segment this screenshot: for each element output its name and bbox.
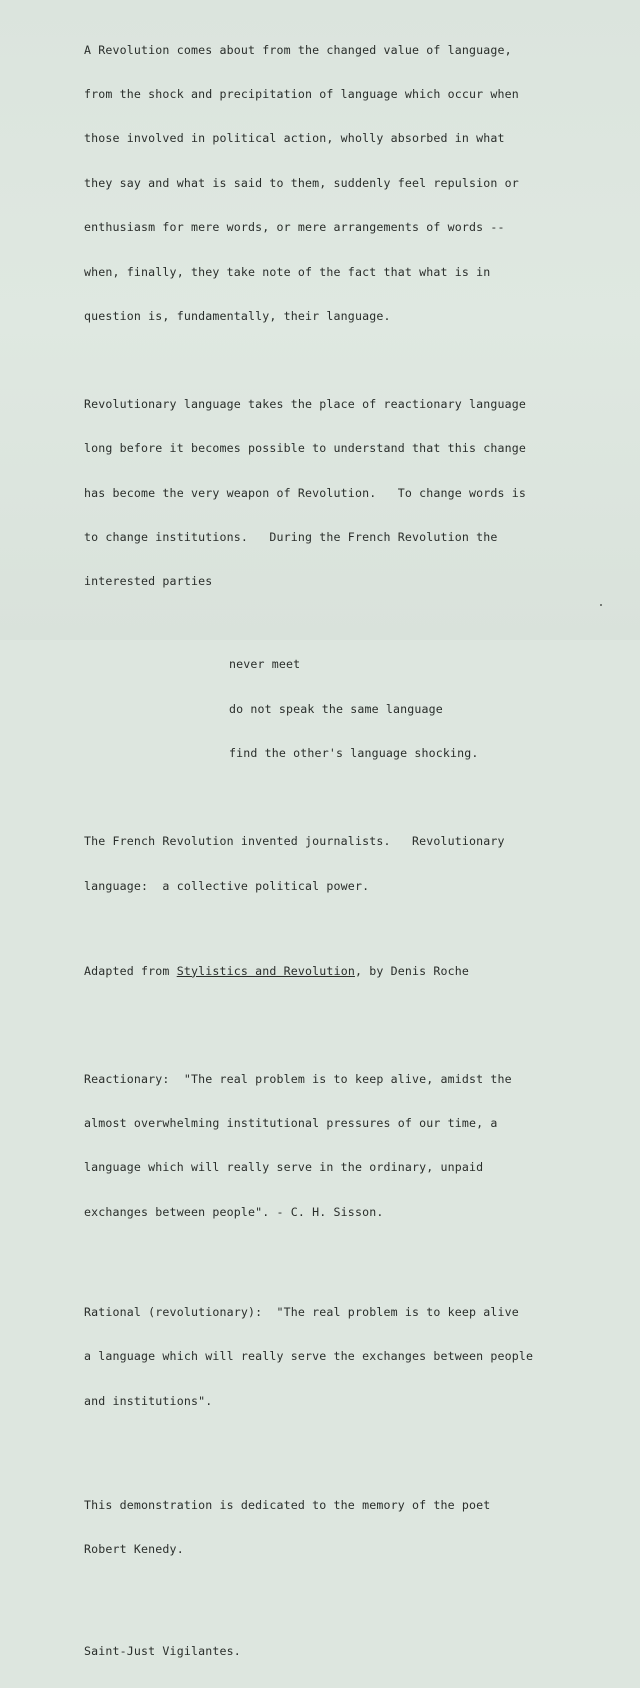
text-line: they say and what is said to them, suddenly feel repulsion or: [84, 175, 519, 190]
text-line: and institutions".: [84, 1393, 213, 1408]
text-line: language: a collective political power.: [84, 878, 370, 893]
citation-line: [84, 964, 629, 979]
text-line: a language which will really serve the exchanges between people: [84, 1349, 534, 1364]
list-item: find the other's language shocking.: [229, 746, 479, 761]
dedication: [84, 1468, 629, 1586]
indented-list: [84, 628, 629, 791]
text-line: language which will really serve in the ordinary, unpaid: [84, 1160, 484, 1175]
signature-line: Saint-Just Vigilantes.: [84, 1643, 241, 1658]
quote-reactionary: [84, 1042, 629, 1249]
source-citation: [84, 934, 629, 1008]
text-line: Rational (revolutionary): "The real problem is to keep alive: [84, 1304, 519, 1319]
text-line: almost overwhelming institutional pressures of our time, a: [84, 1115, 498, 1130]
text-line: exchanges between people". - C. H. Sisson.: [84, 1204, 384, 1219]
citation-suffix: , by Denis Roche: [354, 963, 470, 978]
text-line: when, finally, they take note of the fact that what is in: [84, 264, 491, 279]
citation-title: Stylistics and Revolution: [176, 963, 355, 978]
quote-rational: [84, 1275, 629, 1438]
spacer: [84, 1438, 629, 1468]
paragraph-revolutionary-language: [84, 367, 629, 619]
text-line: to change institutions. During the French Revolution the: [84, 530, 498, 545]
page-text: [84, 13, 629, 1688]
text-line: Robert Kenedy.: [84, 1541, 184, 1556]
paragraph-journalists: [84, 805, 629, 923]
text-line: interested parties: [84, 574, 213, 589]
text-line: question is, fundamentally, their language.: [84, 308, 391, 323]
spacer: [84, 619, 629, 628]
text-line: from the shock and precipitation of language which occur when: [84, 86, 519, 101]
text-line: enthusiasm for mere words, or mere arrangements of words --: [84, 220, 505, 235]
spacer: [84, 1008, 629, 1042]
spacer: [84, 1249, 629, 1275]
text-line: Revolutionary language takes the place of reactionary language: [84, 396, 527, 411]
text-line: Reactionary: "The real problem is to keep alive, amidst the: [84, 1071, 512, 1086]
paper-speck: [600, 604, 602, 606]
citation-prefix: Adapted from: [84, 963, 177, 978]
paragraph-revolution-language: [84, 13, 629, 353]
text-line: has become the very weapon of Revolution. To change words is: [84, 485, 527, 500]
text-line: A Revolution comes about from the changed value of language,: [84, 42, 512, 57]
spacer: [84, 353, 629, 367]
list-item: never meet: [229, 657, 301, 672]
spacer: [84, 1586, 629, 1614]
spacer: [84, 791, 629, 805]
text-line: long before it becomes possible to understand that this change: [84, 441, 527, 456]
spacer: [84, 923, 629, 934]
text-line: This demonstration is dedicated to the memory of the poet: [84, 1497, 491, 1512]
text-line: those involved in political action, wholly absorbed in what: [84, 131, 505, 146]
text-line: The French Revolution invented journalists. Revolutionary: [84, 834, 505, 849]
signature: [84, 1614, 629, 1688]
list-item: do not speak the same language: [229, 701, 443, 716]
